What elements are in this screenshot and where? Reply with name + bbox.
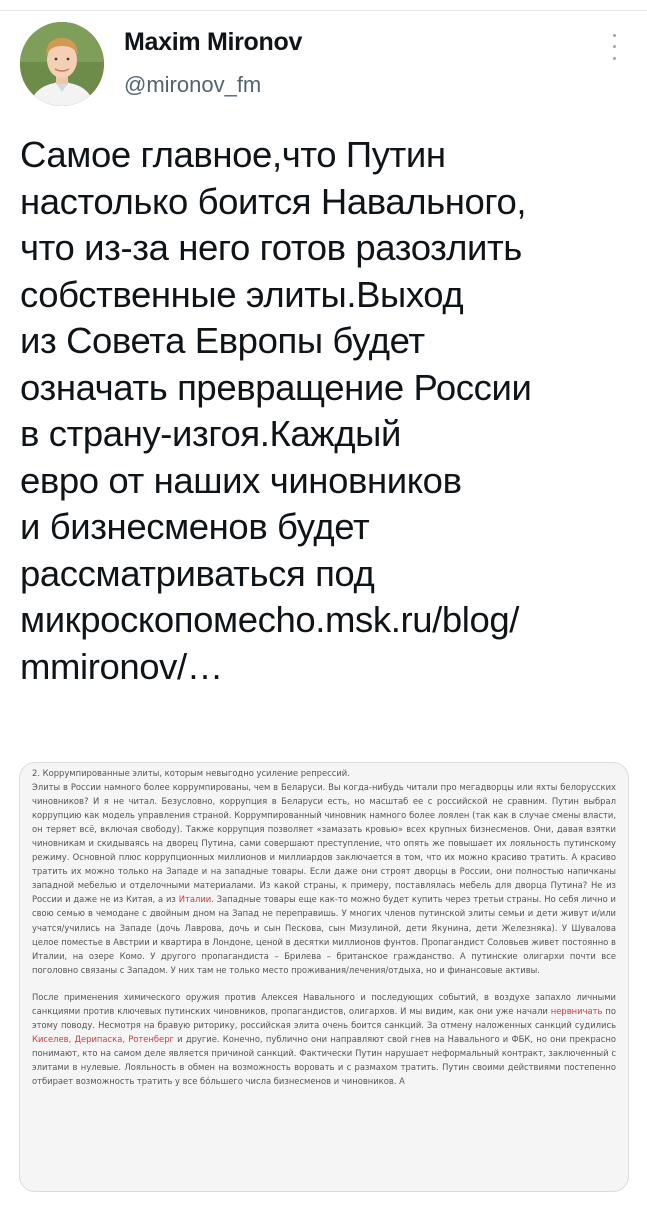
tweet-text-line: евро от наших чиновников — [20, 459, 462, 501]
media-text: по этому поводу. Несмотря на бравую риторику, российская элита очень боится санкций. За отмену наложенных санкций судились — [32, 1005, 616, 1030]
media-text: . Западные товары еще как-то можно будет купить через третьи страны. Но себя лично и свою семью в чемодане с двойным дном на Запад не переправишь. У многих членов путинской элиты семьи и дети живут и/или учатся/учились на Западе (дочь Лаврова, дочь и сын Пескова, сын Мизулиной, дети Якунина, дети Железняка). У Шувалова целое поместье в Австрии и квартира в Лондоне, ценой в десятки миллионов фунтов. Пропагандист Соловьев живет постоянно в Италии, на озере Комо. У другого пропагандиста – Брилева – британское гражданство. А путинские олигархи почти все поголовно связаны с Западом. У них там не только место проживания/лечения/отдыха, но и финансовые активы. — [32, 894, 616, 975]
tweet-text-line: в страну-изгоя.Каждый — [20, 413, 401, 454]
tweet-text-line: настолько боится Навального, — [20, 180, 527, 222]
media-paragraph-1 — [32, 766, 616, 977]
media-text-content — [20, 763, 628, 1088]
tweet-text-link[interactable]: микроскопомесho.msk.ru/blog/ — [20, 599, 520, 640]
media-text: и другие. Конечно, публично они направляют свой гнев на Навального и ФБК, но они прекрасно понимают, кто на самом деле является причиной санкций. Фактически Путин нарушает неформальный контракт, заключенный с элитами в нулевые. Лояльность в обмен на возможность воровать и с размахом тратить. Путин своими действиями постепенно отбирает возможность тратить у все бо́льшего числа бизнесменов и чиновников. А — [32, 1033, 617, 1086]
avatar-photo-icon — [20, 22, 104, 106]
media-text: Элиты в России намного более коррумпированы, чем в Беларуси. Вы когда-нибудь читали про мегадворцы или яхты белорусских чиновников? И я не читал. Безусловно, коррупция в Беларуси есть, но масштаб ее с российской не сравним. Путин выбрал коррупцию как модель управления страной. Коррумпированный чиновник намного более лоялен (так как в случае смены власти, он теряет всё, включая свободу). Также коррупция позволяет «замазать кровью» всех крупных бизнесменов. Они, давая взятки чиновникам и скидываясь на дворец Путина, сами совершают преступление, что опять же повышает их лояльность путинскому режиму. Основной плюс коррупционных миллионов и миллиардов заключается в том, что их можно красиво тратить. А красиво тратить их можно только на Западе и на западные товары. Если даже они строят дворцы в России, они полностью напичканы западной мебелью и отделочными материалами. Из какой страны, к примеру, поставлялась мебель для дворца Путина? Не из России и даже не из Китая, а из — [32, 782, 616, 905]
top-divider — [0, 10, 647, 11]
tweet-text — [20, 132, 635, 690]
tweet-text-line: и бизнесменов будет — [20, 506, 370, 547]
media-link: нервничать — [550, 1005, 603, 1016]
author-avatar[interactable] — [20, 22, 104, 106]
tweet-text-line: собственные элиты.Выход — [20, 273, 464, 315]
author-handle[interactable]: @mironov_fm — [124, 72, 262, 97]
media-link: Киселев, Дерипаска, Ротенберг — [32, 1033, 174, 1044]
media-paragraph-2 — [32, 990, 616, 1088]
tweet-text-line: Самое главное,что Путин — [20, 134, 446, 175]
tweet-text-link[interactable]: mmironov/… — [20, 645, 223, 687]
tweet-text-line: из Совета Европы будет — [20, 320, 425, 361]
media-link: Италии — [178, 894, 212, 905]
tweet-text-line: означать превращение России — [20, 366, 532, 408]
author-name[interactable]: Maxim Mironov — [124, 28, 303, 56]
tweet-text-line: что из-за него готов разозлить — [20, 227, 522, 268]
tweet-text-line: рассматриваться под — [20, 552, 375, 594]
tweet-media-image[interactable] — [19, 762, 629, 1192]
media-heading: 2. Коррумпированные элиты, которым невыгодно усиление репрессий. — [32, 768, 350, 778]
more-vertical-icon[interactable] — [604, 30, 624, 64]
media-text: После применения химического оружия против Алексея Навального и последующих событий, в воздухе запахло личными санкциями против ключевых путинских чиновников, пропагандистов, олигархов. И мы видим, как они уже начали — [32, 991, 616, 1016]
